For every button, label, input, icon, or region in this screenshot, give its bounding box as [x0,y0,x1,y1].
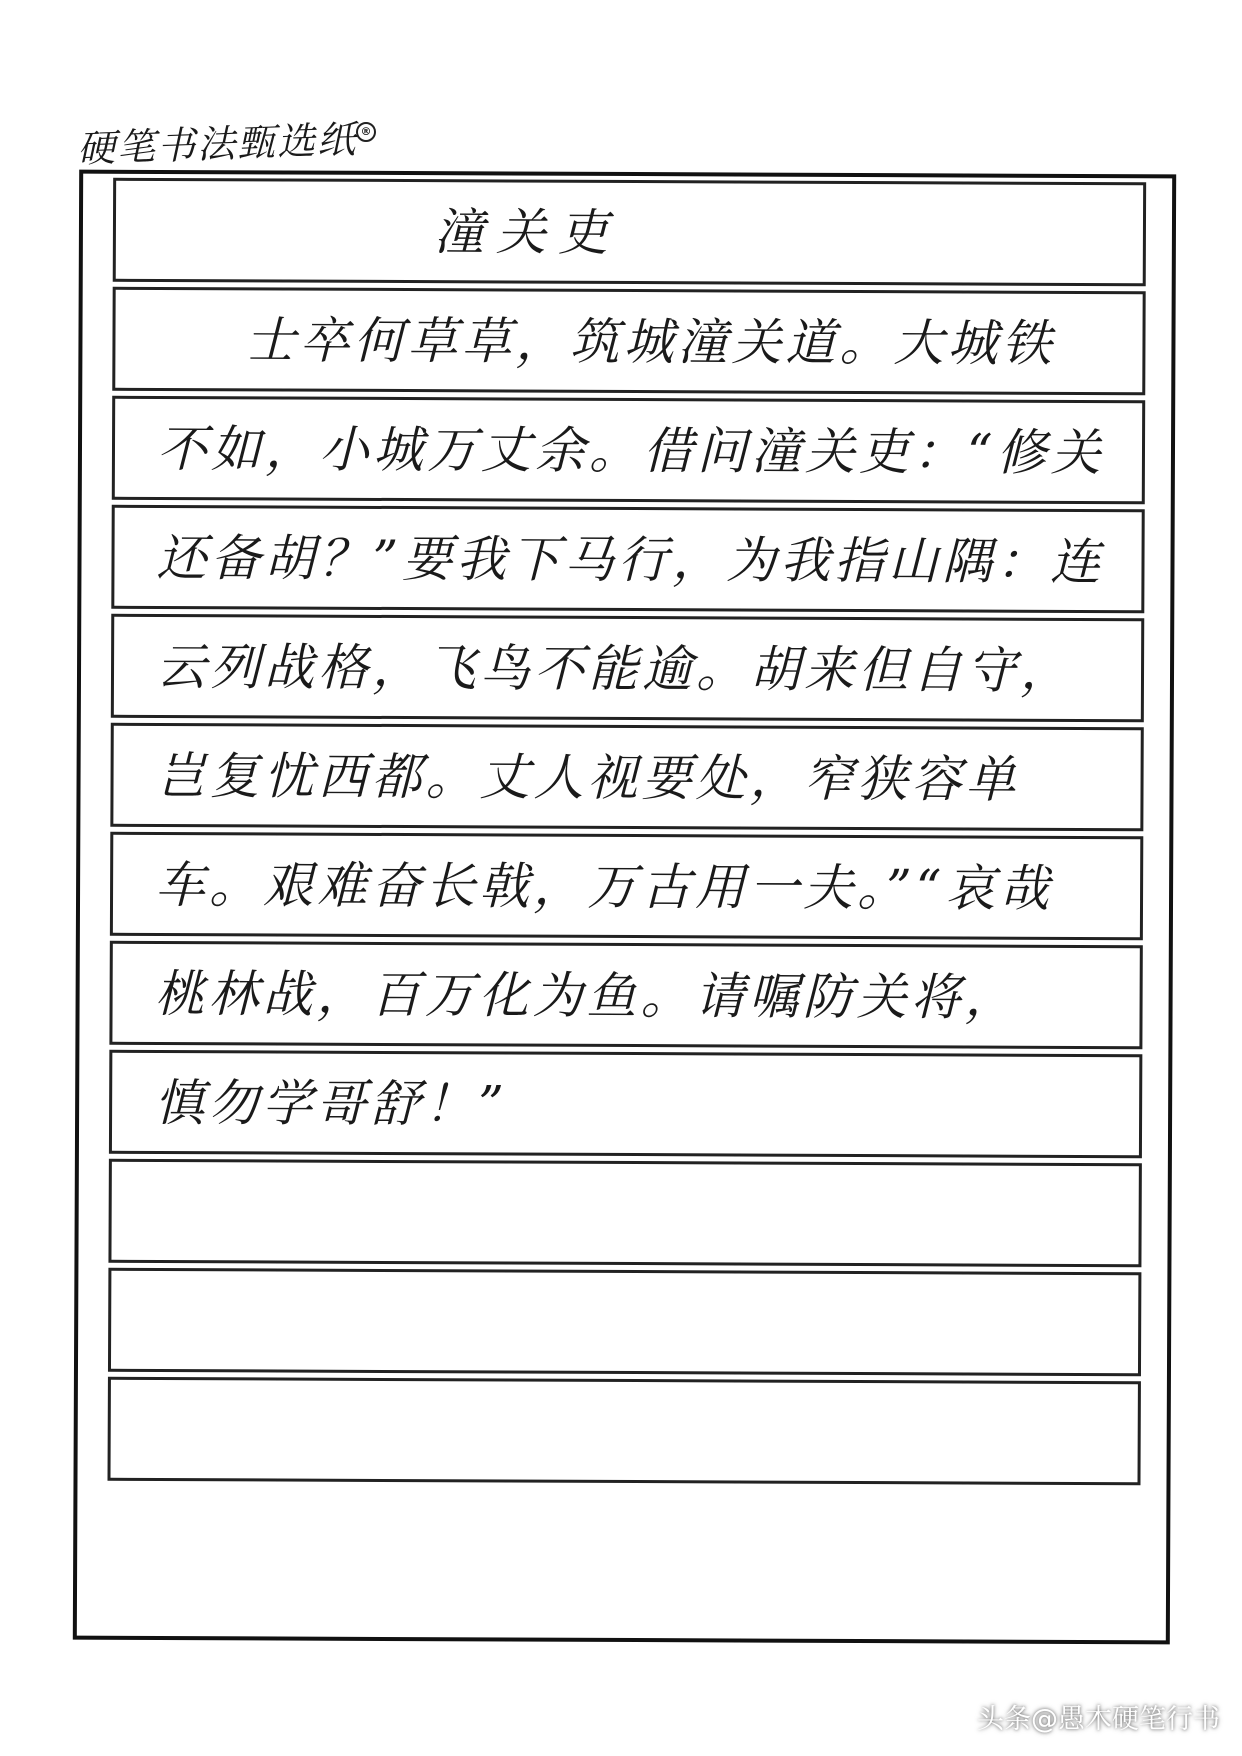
writing-line [109,941,1142,1050]
title-line [113,178,1146,287]
poem-line: 慎勿学哥舒！” [154,1073,508,1134]
blank-writing-line [108,1268,1141,1377]
watermark: 头条@愚木硬笔行书 [977,1704,1220,1735]
poem-line [154,1184,1129,1188]
blank-writing-line [107,1377,1140,1486]
poem-line: 岂复忧西都。丈人视要处，窄狭容单 [155,746,1020,809]
paper-brand-header: 硬笔书法甄选纸 [76,117,358,172]
poem-line: 士卒何草草，筑城潼关道。大城铁 [245,311,1056,373]
blank-writing-line [108,1159,1141,1268]
poem-line [153,1293,1128,1297]
writing-line [110,832,1143,941]
writing-line [109,1050,1142,1159]
poem-title: 潼关吏 [433,203,621,262]
poem-line: 还备胡？”要我下马行，为我指山隅：连 [156,528,1105,592]
poem-line [153,1402,1128,1406]
poem-line: 不如，小城万丈余。借问潼关吏：“修关 [156,419,1105,483]
writing-sheet [73,170,1176,1645]
writing-line [112,287,1145,396]
registered-mark-icon: ® [356,122,376,142]
writing-line [110,723,1143,832]
poem-line: 桃林战，百万化为鱼。请嘱防关将， [154,964,1019,1027]
poem-line: 云列战格，飞鸟不能逾。胡来但自守， [155,637,1075,700]
writing-line [112,396,1145,505]
writing-line [111,614,1144,723]
writing-line [111,505,1144,614]
poem-line: 车。艰难奋长戟，万古用一夫。”“哀哉 [154,855,1054,918]
